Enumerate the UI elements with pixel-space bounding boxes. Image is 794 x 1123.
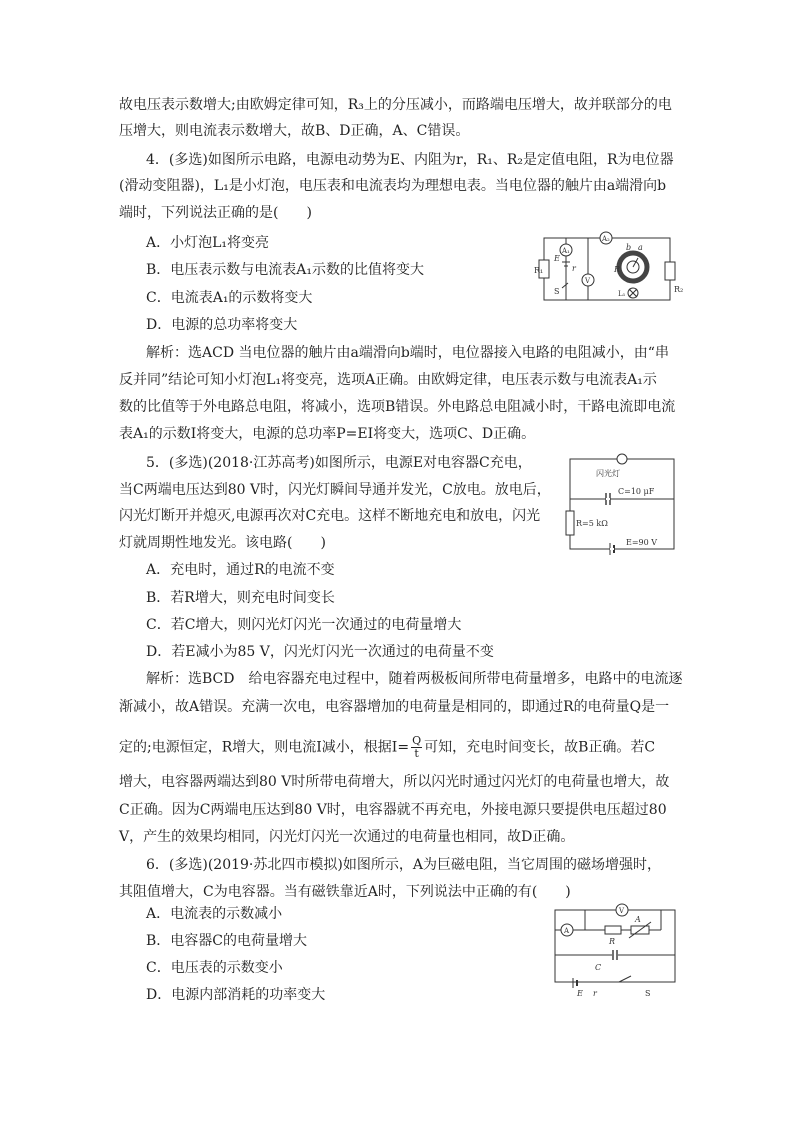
question-4-option-b: B．电压表示数与电流表A₁示数的比值将变大: [146, 262, 425, 278]
ammeter-a2-label: A₂: [602, 235, 610, 243]
answer-5: 增大，电容器两端达到80 V时所带电荷增大，所以闪光时通过闪光灯的电荷量也增大，故: [119, 774, 670, 790]
question-5-stem: 灯就周期性地发光。该电路( ): [119, 535, 326, 551]
resistor-r1-label: R₁: [534, 266, 544, 275]
capacitor-label: C=10 μF: [618, 487, 655, 496]
switch-label: S: [645, 989, 651, 998]
text-line: 压增大，则电流表示数增大，故B、D正确，A、C错误。: [119, 123, 470, 139]
answer-5-text: 可知，充电时间变长，故B正确。若C: [424, 739, 656, 756]
resistor-label: R=5 kΩ: [576, 519, 608, 528]
question-6-stem: 6．(多选)(2019·苏北四市模拟)如图所示，A为巨磁电阻，当它周围的磁场增强时，: [146, 857, 661, 873]
answer-5: 解析：选BCD 给电容器充电过程中，随着两极板间所带电荷量增多，电路中的电流逐: [146, 671, 683, 687]
emf-label: E: [554, 254, 560, 263]
answer-4: 表A₁的示数I将变大，电源的总功率P=EI将变大，选项C、D正确。: [119, 426, 536, 442]
circuit-diagram-q5: [566, 451, 680, 553]
gmr-resistor-label: A: [635, 915, 641, 924]
question-6-option-b: B．电容器C的电荷量增大: [146, 933, 307, 949]
question-6-option-a: A．电流表的示数减小: [146, 906, 283, 922]
question-4-option-c: C．电流表A₁的示数将变大: [146, 290, 313, 306]
answer-4: 数的比值等于外电路总电阻，将减小，选项B错误。外电路总电阻减小时，干路电流即电流: [119, 399, 676, 415]
lamp-l1-label: L₁: [618, 290, 626, 298]
question-6-stem: 其阻值增大，C为电容器。当有磁铁靠近A时，下列说法中正确的有( ): [119, 884, 571, 900]
resistor-label: R: [609, 937, 616, 946]
answer-4: 反并同”结论可知小灯泡L₁将变亮，选项A正确。由欧姆定律，电压表示数与电流表A₁示: [119, 372, 657, 388]
question-4-option-d: D．电源的总功率将变大: [146, 317, 298, 333]
voltmeter-label: V: [619, 907, 625, 915]
question-4-stem: 4．(多选)如图所示电路，电源电动势为E、内阻为r，R₁、R₂是定值电阻，R为电位器: [146, 152, 674, 168]
answer-5-formula-line: [119, 735, 655, 760]
switch-label: S: [554, 287, 560, 296]
resistor-r2-label: R₂: [674, 285, 684, 294]
fraction-q-over-t: [411, 735, 422, 760]
ammeter-a1-label: A₁: [562, 247, 570, 255]
fraction-numerator: Q: [412, 734, 422, 747]
question-5-option-a: A．充电时，通过R的电流不变: [146, 562, 335, 578]
answer-5: C正确。因为C两端电压达到80 V时，电容器就不再充电，外接电源只要提供电压超过80: [119, 802, 667, 818]
emf-label: E=90 V: [626, 538, 658, 547]
fraction-denominator: t: [414, 747, 419, 760]
question-4-stem: 端时，下列说法正确的是( ): [119, 205, 312, 221]
internal-resistance-label: r: [572, 264, 576, 273]
internal-resistance-label: r: [593, 989, 597, 998]
ammeter-label: A: [564, 927, 570, 935]
question-5-option-b: B．若R增大，则充电时间变长: [146, 590, 335, 606]
terminal-a-label: a: [638, 243, 643, 252]
voltmeter-label: V: [585, 277, 591, 285]
terminal-b-label: b: [626, 243, 632, 252]
text-line: 故电压表示数增大;由欧姆定律可知，R₃上的分压减小，而路端电压增大，故并联部分的电: [119, 97, 672, 113]
circuit-diagram-q4: [534, 228, 684, 308]
question-5-option-d: D．若E减小为85 V，闪光灯闪光一次通过的电荷量不变: [146, 644, 494, 660]
question-5-stem: 当C两端电压达到80 V时，闪光灯瞬间导通并发光，C放电。放电后，: [119, 482, 551, 498]
question-6-option-c: C．电压表的示数变小: [146, 960, 283, 976]
question-4-stem: (滑动变阻器)，L₁是小灯泡，电压表和电流表均为理想电表。当电位器的触片由a端滑向b: [119, 178, 667, 194]
answer-5: 渐减小，故A错误。充满一次电，电容器增加的电荷量是相同的，即通过R的电荷量Q是一: [119, 699, 670, 715]
question-4-option-a: A．小灯泡L₁将变亮: [146, 235, 270, 251]
question-5-stem: 闪光灯断开并熄灭,电源再次对C充电。这样不断地充电和放电，闪光: [119, 508, 541, 524]
answer-5: V，产生的效果均相同，闪光灯闪光一次通过的电荷量也相同，故D正确。: [119, 829, 575, 845]
circuit-diagram-q6: [549, 902, 681, 998]
emf-label: E: [577, 989, 583, 998]
question-6-option-d: D．电源内部消耗的功率变大: [146, 987, 326, 1003]
capacitor-label: C: [595, 963, 602, 972]
answer-5-text: 定的;电源恒定，R增大，则电流I减小，根据I=: [119, 739, 410, 756]
potentiometer-label: R: [614, 265, 621, 274]
answer-4: 解析：选ACD 当电位器的触片由a端滑向b端时，电位器接入电路的电阻减小，由“串: [146, 345, 669, 361]
flash-lamp-label: 闪光灯: [596, 469, 620, 478]
question-5-stem: 5．(多选)(2018·江苏高考)如图所示，电源E对电容器C充电，: [146, 455, 532, 471]
question-5-option-c: C．若C增大，则闪光灯闪光一次通过的电荷量增大: [146, 617, 462, 633]
